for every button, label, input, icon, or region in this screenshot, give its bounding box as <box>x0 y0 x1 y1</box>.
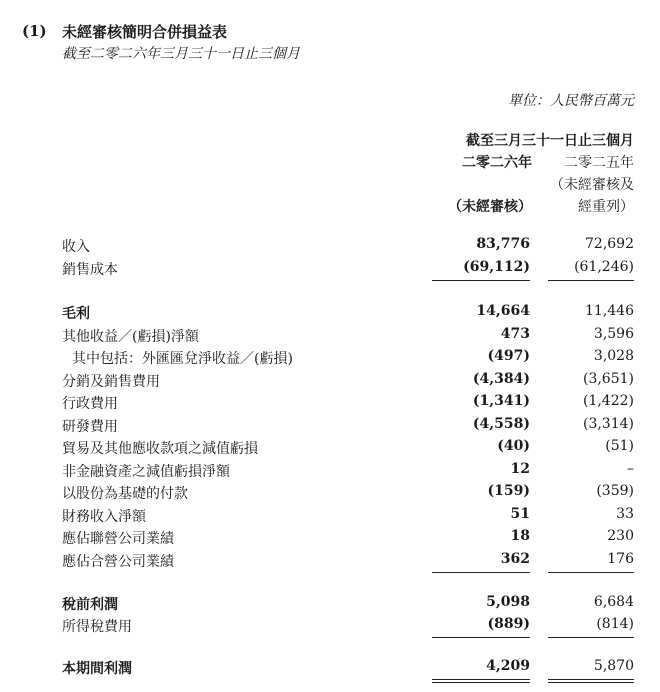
row-current-other-gains: 473 <box>500 326 530 342</box>
row-current-share-based-payments: (159) <box>487 483 530 499</box>
statement-title: 未經審核簡明合併損益表 <box>62 23 228 41</box>
row-label-nonfinancial-impairment: 非金融資產之減值虧損淨額 <box>62 464 230 480</box>
row-prior-finance-income: 33 <box>616 506 634 522</box>
row-label-revenue: 收入 <box>62 239 90 255</box>
row-prior-share-based-payments: (359) <box>596 483 634 499</box>
subtotal-rule-current-2 <box>432 572 530 573</box>
row-label-fx-gains: 其中包括：外匯匯兌淨收益／(虧損) <box>72 351 293 367</box>
row-current-finance-income: 51 <box>510 506 530 522</box>
row-current-associates: 18 <box>510 528 530 544</box>
row-prior-other-gains: 3,596 <box>593 326 634 342</box>
row-current-income-tax: (889) <box>487 616 530 632</box>
row-label-share-based-payments: 以股份為基礎的付款 <box>62 486 188 502</box>
row-current-nonfinancial-impairment: 12 <box>510 461 530 477</box>
row-current-joint-ventures: 362 <box>500 551 530 567</box>
row-label-rnd-expenses: 研發費用 <box>62 419 118 435</box>
row-current-admin-expenses: (1,341) <box>472 393 530 409</box>
column-prior-year: 二零二五年 <box>564 155 634 171</box>
column-prior-note-2: 經重列） <box>578 199 634 215</box>
row-label-profit-before-tax: 稅前利潤 <box>62 597 118 613</box>
row-prior-revenue: 72,692 <box>585 236 634 252</box>
row-prior-profit-before-tax: 6,684 <box>593 594 634 610</box>
currency-unit: 單位：人民幣百萬元 <box>508 93 634 109</box>
row-label-distribution-expenses: 分銷及銷售費用 <box>62 374 160 390</box>
total-double-rule-current-b <box>432 682 530 683</box>
row-prior-gross-profit: 11,446 <box>585 303 634 319</box>
row-prior-profit-for-period: 5,870 <box>593 658 634 674</box>
row-current-profit-for-period: 4,209 <box>486 658 530 674</box>
row-label-receivables-impairment: 貿易及其他應收款項之減值虧損 <box>62 441 258 457</box>
row-label-profit-for-period: 本期間利潤 <box>62 661 132 677</box>
row-prior-rnd-expenses: (3,314) <box>582 416 634 432</box>
row-current-profit-before-tax: 5,098 <box>486 594 530 610</box>
row-label-joint-ventures: 應佔合營公司業績 <box>62 554 174 570</box>
row-label-associates: 應佔聯營公司業績 <box>62 531 174 547</box>
section-number: (1) <box>22 22 47 40</box>
row-label-finance-income: 財務收入淨額 <box>62 509 146 525</box>
row-prior-admin-expenses: (1,422) <box>582 393 634 409</box>
row-current-revenue: 83,776 <box>476 236 530 252</box>
row-prior-income-tax: (814) <box>596 616 634 632</box>
column-current-note: （未經審核） <box>448 199 532 215</box>
row-label-income-tax: 所得稅費用 <box>62 619 132 635</box>
total-double-rule-current-a <box>432 679 530 680</box>
row-current-distribution-expenses: (4,384) <box>472 371 530 387</box>
row-current-gross-profit: 14,664 <box>476 303 530 319</box>
subtotal-rule-current <box>432 280 530 281</box>
subtotal-rule-prior-3 <box>548 637 634 638</box>
row-label-gross-profit: 毛利 <box>62 306 90 322</box>
row-current-receivables-impairment: (40) <box>497 438 530 454</box>
row-prior-cost-of-sales: (61,246) <box>574 259 634 275</box>
subtotal-rule-prior <box>548 280 634 281</box>
total-double-rule-prior-b <box>548 682 634 683</box>
row-label-other-gains: 其他收益／(虧損)淨額 <box>62 329 199 345</box>
subtotal-rule-prior-2 <box>548 572 634 573</box>
row-current-cost-of-sales: (69,112) <box>463 259 530 275</box>
column-current-year: 二零二六年 <box>462 155 532 171</box>
row-label-cost-of-sales: 銷售成本 <box>62 262 118 278</box>
statement-subtitle: 截至二零二六年三月三十一日止三個月 <box>62 46 300 62</box>
row-label-admin-expenses: 行政費用 <box>62 396 118 412</box>
row-prior-fx-gains: 3,028 <box>593 348 634 364</box>
row-prior-associates: 230 <box>607 528 634 544</box>
row-prior-joint-ventures: 176 <box>607 551 634 567</box>
total-double-rule-prior-a <box>548 679 634 680</box>
row-current-fx-gains: (497) <box>487 348 530 364</box>
subtotal-rule-current-3 <box>432 637 530 638</box>
column-period-header: 截至三月三十一日止三個月 <box>466 133 634 149</box>
row-current-rnd-expenses: (4,558) <box>472 416 530 432</box>
row-prior-nonfinancial-impairment: – <box>627 461 634 477</box>
row-prior-distribution-expenses: (3,651) <box>582 371 634 387</box>
row-prior-receivables-impairment: (51) <box>605 438 634 454</box>
column-prior-note: （未經審核及 <box>550 177 634 193</box>
